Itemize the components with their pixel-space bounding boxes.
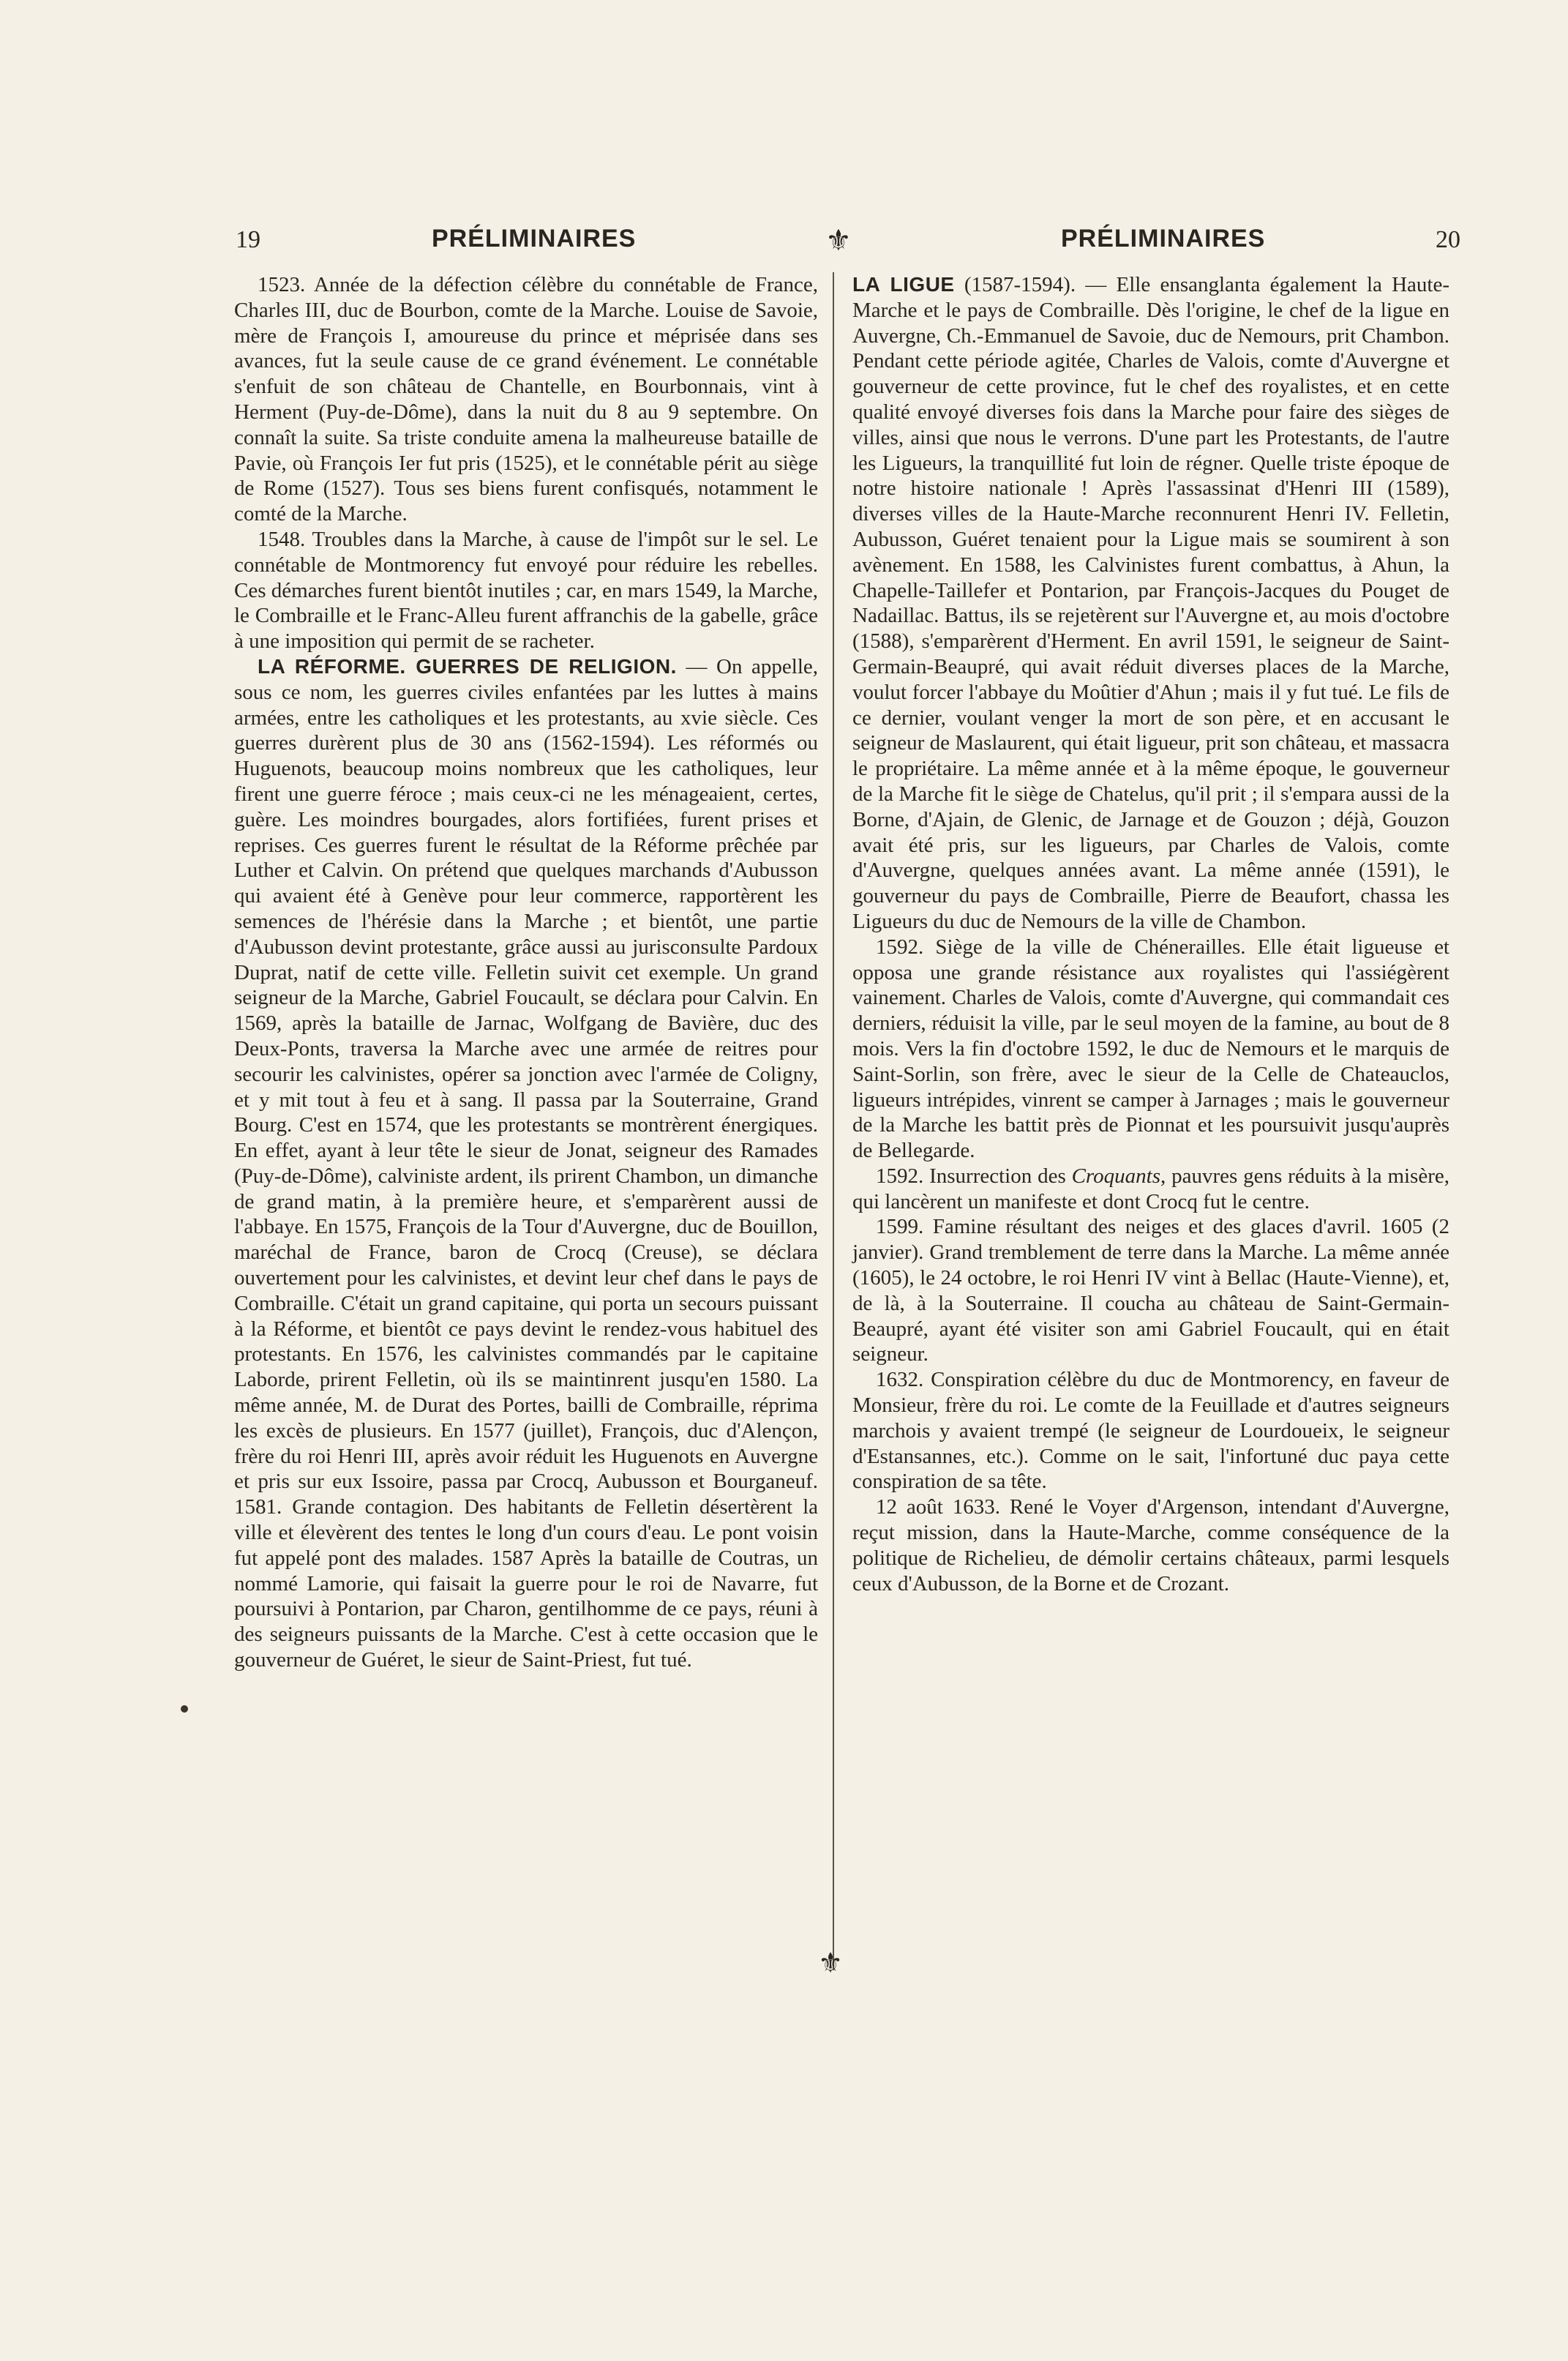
section-heading-ligue: LA LIGUE bbox=[852, 273, 955, 296]
paragraph-reforme bbox=[234, 654, 818, 1673]
paragraph-1632: 1632. Conspiration célèbre du duc de Montmorency, en faveur de Monsieur, frère du roi. Le comte de la Feuillade et d'autres seigneurs marchois y avaient trempé (le seigneur de Lourdoueix, le seigneur d'Estansannes, etc.). Comme on le sait, l'infortuné duc paya cette conspiration de sa tête. bbox=[852, 1368, 1449, 1494]
croquants-text-a: 1592. Insurrection des bbox=[876, 1164, 1072, 1188]
ligue-text: (1587-1594). — Elle ensanglanta également la Haute-Marche et le pays de Combraille. Dès l'origine, le chef de la ligue en Auvergne, Ch.-Emmanuel de Savoie, duc de Nemours, prit Chambon. Pendant cette période agitée, Charles de Valois, comte d'Auvergne et gouverneur de cette province, fut le chef des royalistes, et en cette qualité envoyé diverses fois dans la Marche pour faire des sièges de villes, ainsi que nous le verrons. D'une part les Protestants, de l'autre les Ligueurs, la tranquillité fut loin de régner. Quelle triste époque de notre histoire nationale ! Après l'assassinat d'Henri III (1589), diverses villes de la Haute-Marche reconnurent Henri IV. Felletin, Aubusson, Guéret tenaient pour la Ligue mais se soumirent à son avènement. En 1588, les Calvinistes furent combattus, à Ahun, la Chapelle-Taillefer et Pontarion, par François-Jacques du Pouget de Nadaillac. Battus, ils se rejetèrent sur l'Auvergne et, au mois d'octobre (1588), s'emparèrent d'Herment. En avril 1591, le seigneur de Saint-Germain-Beaupré, qui avait réduit diverses places de la Marche, voulut forcer l'abbaye du Moûtier d'Ahun ; mais il y fut tué. Le fils de ce dernier, voulant venger la mort de son père, et en accusant le seigneur de Maslaurent, qui était ligueur, prit son château, et massacra le propriétaire. La même année et à la même époque, le gouverneur de la Marche fit le siège de Chatelus, qu'il prit ; il s'empara aussi de la Borne, d'Ajain, de Glenic, de Jarnage et de Gouzon ; déjà, Gouzon avait été pris, sur les ligueurs, par Charles de Valois, comte d'Auvergne, quelques années avant. La même année (1591), le gouverneur du pays de Combraille, Pierre de Beaufort, chassa les Ligueurs du duc de Nemours de la ville de Chambon. bbox=[852, 273, 1450, 933]
section-heading-reforme: LA RÉFORME. GUERRES DE RELIGION. bbox=[258, 654, 677, 678]
page-header bbox=[220, 223, 1463, 260]
croquants-term: Croquants bbox=[1071, 1164, 1160, 1188]
running-title-right: PRÉLIMINAIRES bbox=[1061, 225, 1266, 252]
paragraph-1592-croquants bbox=[852, 1164, 1449, 1215]
paragraph-1599: 1599. Famine résultant des neiges et des glaces d'avril. 1605 (2 janvier). Grand tremblement de terre dans la Marche. La même année (1605), le 24 octobre, le roi Henri IV vint à Bellac (Haute-Vienne), et, de là, à la Souterraine. Il coucha au château de Saint-Germain-Beaupré, ayant été visiter son ami Gabriel Foucault, qui en était seigneur. bbox=[852, 1215, 1449, 1366]
page-number-left: 19 bbox=[236, 226, 260, 253]
column-divider bbox=[833, 272, 834, 1970]
left-column bbox=[234, 272, 818, 1673]
ink-dot bbox=[181, 1705, 188, 1713]
page-number-right: 20 bbox=[1436, 226, 1460, 253]
paragraph-1548: 1548. Troubles dans la Marche, à cause de l'impôt sur le sel. Le connétable de Montmorency fut envoyé pour réduire les rebelles. Ces démarches furent bientôt inutiles ; car, en mars 1549, la Marche, le Combraille et le Franc-Alleu furent affranchis de la gabelle, grâce à une imposition qui permit de se racheter. bbox=[234, 527, 818, 654]
right-column bbox=[852, 272, 1449, 1596]
paragraph-1523: 1523. Année de la défection célèbre du connétable de France, Charles III, duc de Bourbon, comte de la Marche. Louise de Savoie, mère de François I, amoureuse du prince et méprisée dans ses avances, fut la seule cause de ce grand événement. Le connétable s'enfuit de son château de Chantelle, en Bourbonnais, vint à Herment (Puy-de-Dôme), dans la nuit du 8 au 9 septembre. On connaît la suite. Sa triste conduite amena la malheureuse bataille de Pavie, où François Ier fut pris (1525), et le connétable périt au siège de Rome (1527). Tous ses biens furent confisqués, notamment le comté de la Marche. bbox=[234, 273, 818, 526]
reforme-text: — On appelle, sous ce nom, les guerres civiles enfantées par les luttes à mains armées, entre les catholiques et les protestants, au xvie siècle. Ces guerres durèrent plus de 30 ans (1562-1594). Les réformés ou Huguenots, beaucoup moins nombreux que les catholiques, leur firent une guerre féroce ; mais ceux-ci ne les ménageaient, certes, guère. Les moindres bourgades, alors fortifiées, furent prises et reprises. Ces guerres furent le résultat de la Réforme prêchée par Luther et Calvin. On prétend que quelques marchands d'Aubusson qui avaient été à Genève pour leur commerce, rapportèrent les semences de l'hérésie dans la Marche ; et bientôt, une partie d'Aubusson devint protestante, grâce aussi au jurisconsulte Pardoux Duprat, natif de cette ville. Felletin suivit cet exemple. Un grand seigneur de la Marche, Gabriel Foucault, se déclara pour Calvin. En 1569, après la bataille de Jarnac, Wolfgang de Bavière, duc des Deux-Ponts, traversa la Marche avec une armée de reitres pour secourir les calvinistes, opérer sa jonction avec l'armée de Coligny, et y mit tout à feu et à sang. Il passa par la Souterraine, Grand Bourg. C'est en 1574, que les protestants se montrèrent énergiques. En effet, ayant à leur tête le sieur de Jonat, seigneur des Ramades (Puy-de-Dôme), calviniste ardent, ils prirent Chambon, un dimanche de grand matin, à la première heure, et s'emparèrent aussi de l'abbaye. En 1575, François de la Tour d'Auvergne, duc de Bouillon, maréchal de France, baron de Crocq (Creuse), se déclara ouvertement pour les calvinistes, et devint leur chef dans le pays de Combraille. C'était un grand capitaine, qui porta un secours puissant à la Réforme, et bientôt ce pays devint le rendez-vous habituel des protestants. En 1576, les calvinistes commandés par le capitaine Laborde, prirent Felletin, où ils se maintinrent jusqu'en 1580. La même année, M. de Durat des Portes, bailli de Combraille, réprima les excès de plusieurs. En 1577 (juillet), François, duc d'Alençon, frère du roi Henri III, après avoir réduit les Huguenots en Auvergne et pris sur eux Issoire, passa par Crocq, Aubusson et Bourganeuf. 1581. Grande contagion. Des habitants de Felletin désertèrent la ville et élevèrent des tentes le long d'un cours d'eau. Le pont voisin fut appelé pont des malades. 1587 Après la bataille de Coutras, un nommé Lamorie, qui faisait la guerre pour le roi de Navarre, fut poursuivi à Pontarion, par Charon, gentilhomme de ce pays, réuni à des seigneurs puissants de la Marche. C'est à cette occasion que le gouverneur de Guéret, le sieur de Saint-Priest, fut tué. bbox=[234, 654, 819, 1672]
paragraph-ligue bbox=[852, 272, 1449, 935]
paragraph-1633: 12 août 1633. René le Voyer d'Argenson, intendant d'Auvergne, reçut mission, dans la Haute-Marche, comme conséquence de la politique de Richelieu, de démolir certains châteaux, parmi lesquels ceux d'Aubusson, de la Borne et de Crozant. bbox=[852, 1495, 1449, 1595]
running-title-left: PRÉLIMINAIRES bbox=[432, 225, 637, 252]
croquants-text-b: , pauvres gens réduits à la misère, qui lancèrent un manifeste et dont Crocq fut le centre. bbox=[852, 1164, 1449, 1213]
bottom-ornament-icon: ⚜ bbox=[818, 1948, 844, 1979]
paragraph-1592-siege: 1592. Siège de la ville de Chénerailles. Elle était ligueuse et opposa une grande résistance aux royalistes qui l'assiégèrent vainement. Charles de Valois, comte d'Auvergne, qui commandait ces derniers, réduisit la ville, par le seul moyen de la famine, au bout de 8 mois. Vers la fin d'octobre 1592, le duc de Nemours et le marquis de Saint-Sorlin, son frère, avec le sieur de la Celle de Chateauclos, ligueurs intrépides, vinrent se camper à Jarnages ; mais le gouverneur de la Marche les battit près de Pionnat et les poursuivit jusqu'auprès de Bellegarde. bbox=[852, 935, 1449, 1163]
fleur-de-lis-icon: ⚜ bbox=[825, 224, 852, 257]
